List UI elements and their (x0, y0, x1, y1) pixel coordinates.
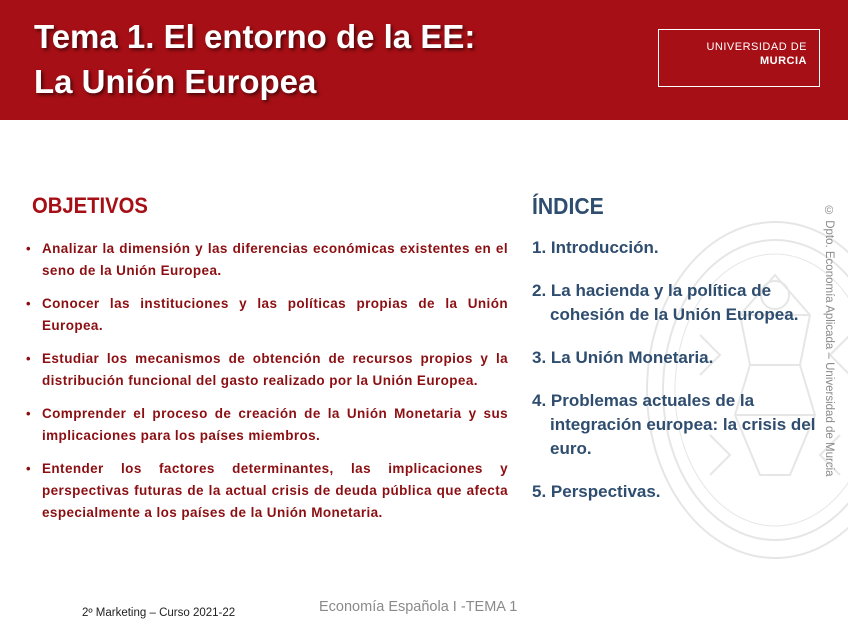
slide-title-line2: La Unión Europea (34, 63, 317, 100)
objective-item (26, 348, 508, 392)
index-item-line1: 5. Perspectivas. (532, 482, 661, 501)
index-item-4 (532, 389, 822, 461)
objective-text: Entender los factores determinantes, las implicaciones y perspectivas futuras de la actual crisis de deuda pública que afecta especialmente a los países de la Unión Monetaria. (42, 461, 508, 520)
index-item-line1: 2. La hacienda y la política de (532, 281, 772, 300)
objective-item (26, 293, 508, 337)
bullet: • (26, 351, 31, 366)
university-logo (658, 29, 820, 87)
footer-course: 2º Marketing – Curso 2021-22 (82, 607, 236, 619)
index-list (532, 236, 822, 523)
index-heading: ÍNDICE (532, 193, 604, 219)
logo-line1: UNIVERSIDAD DE (706, 41, 807, 53)
objective-text: Conocer las instituciones y las políticas propias de la Unión Europea. (42, 296, 508, 333)
objective-text: Estudiar los mecanismos de obtención de recursos propios y la distribución funcional del gasto realizado por la Unión Europea. (42, 351, 508, 388)
bullet: • (26, 241, 31, 256)
slide-title (34, 14, 475, 104)
index-item-5 (532, 480, 822, 504)
bullet: • (26, 461, 31, 476)
slide-title-line1: Tema 1. El entorno de la EE: (34, 18, 476, 55)
objectives-list (26, 238, 508, 535)
objectives-heading: OBJETIVOS (32, 193, 148, 218)
header-banner (0, 0, 848, 120)
objective-item (26, 238, 508, 282)
index-item-line1: 4. Problemas actuales de la (532, 391, 755, 410)
side-credit: © Dpto. Economía Aplicada – Universidad de Murcia (823, 205, 835, 477)
index-item-3 (532, 346, 822, 370)
index-item-line1: 1. Introducción. (532, 238, 659, 257)
index-item-line1: 3. La Unión Monetaria. (532, 348, 714, 367)
index-item-1 (532, 236, 822, 260)
bullet: • (26, 296, 31, 311)
index-item-line2: integración europea: la crisis del euro. (550, 415, 816, 458)
logo-line2: MURCIA (760, 55, 807, 67)
objective-item (26, 458, 508, 524)
bullet: • (26, 406, 31, 421)
footer-subject: Economía Española I -TEMA 1 (319, 599, 518, 615)
index-item-line2: cohesión de la Unión Europea. (550, 305, 799, 324)
objective-item (26, 403, 508, 447)
objective-text: Comprender el proceso de creación de la Unión Monetaria y sus implicaciones para los países miembros. (42, 406, 508, 443)
index-item-2 (532, 279, 822, 327)
objective-text: Analizar la dimensión y las diferencias económicas existentes en el seno de la Unión Europea. (42, 241, 508, 278)
